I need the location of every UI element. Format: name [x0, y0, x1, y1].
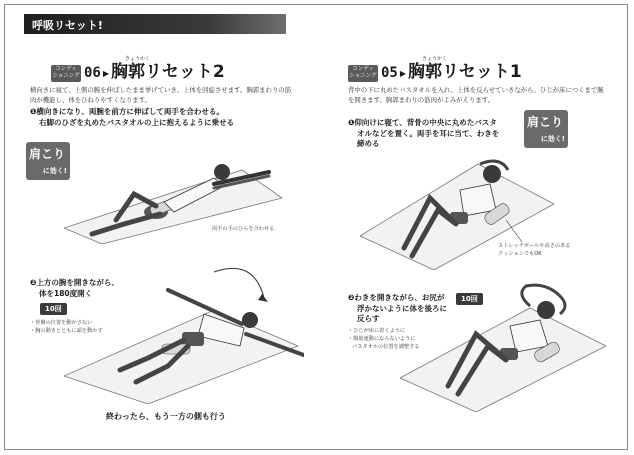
step-1-line-1: ❶横向きになり、両腕を前方に伸ばして両手を合わせる。	[30, 107, 224, 116]
note-palms: 両手の手のひらを合わせる	[212, 226, 275, 232]
section-title-row	[348, 56, 522, 82]
section-number: 05	[381, 65, 398, 81]
effect-sub: に効く!	[42, 167, 67, 175]
step-1-line-3: 締める	[357, 139, 380, 148]
intro-text: 背中の下に丸めたバスタオルを入れ、上体を反らせていきながら、ひじが床につくまで腕を開きます。胸郭まわりの筋肉がよみがえります。	[348, 86, 604, 104]
point-3: バスタオルの位置を調整する	[352, 344, 420, 350]
header-bar	[24, 14, 286, 34]
conditioning-badge: コンディ ショニング	[348, 65, 378, 82]
point-1: ・ひじが床に着くように	[348, 328, 406, 334]
header-title: 呼吸リセット!	[32, 19, 103, 32]
right-page	[340, 14, 610, 439]
step-1-line-2: オルなどを置く。両手を耳に当て、わきを	[357, 128, 500, 138]
step-2-line-1: ❷わきを開きながら、お尻が	[348, 293, 445, 302]
step-1-line-2: 右脚のひざを丸めたバスタオルの上に抱えるように乗せる	[39, 117, 234, 127]
rotation-illustration	[64, 254, 304, 404]
section-title-wrap	[111, 56, 225, 82]
effect-main: 肩こり	[29, 147, 66, 161]
arrow-icon: ▶	[102, 69, 110, 78]
effect-badge	[524, 110, 568, 148]
section-title-row	[51, 56, 225, 82]
point-2: ・腹筋運動にならないように	[348, 336, 416, 342]
note-alt-1: ストレッチポールや高さのある	[498, 243, 571, 249]
backbend-illustration	[400, 280, 606, 412]
section-number: 06	[84, 65, 101, 81]
step-2-line-2: 体を180度開く	[39, 288, 93, 298]
arrow-icon: ▶	[399, 69, 407, 78]
title-ruby: きょうかく	[125, 56, 151, 62]
intro-text: 横向きに寝て、上側の腕を伸ばしたまま挙げていき、上体を回旋させます。胸郭まわりの筋肉が機能し、体をひねりやすくなります。	[30, 86, 292, 104]
step-2-line-1: ❷上方の腕を開きながら、	[30, 278, 119, 287]
reps-badge: 10回	[40, 303, 67, 315]
step-1-line-1: ❶仰向けに寝て、背骨の中央に丸めたバスタ	[348, 118, 497, 127]
step-2-line-3: 反らす	[357, 314, 380, 323]
section-title: 胸郭リセット1	[408, 62, 522, 82]
effect-main: 肩こり	[527, 115, 564, 129]
left-page	[24, 14, 296, 439]
step-1	[30, 107, 298, 128]
step-1	[348, 118, 518, 150]
note-alt-2: クッションでもOK	[498, 251, 542, 257]
footer-instruction: 終わったら、もう一方の側も行う	[106, 412, 226, 421]
reps-badge: 10回	[456, 293, 483, 305]
conditioning-badge: コンディ ショニング	[51, 65, 81, 82]
section-title-wrap	[408, 56, 522, 82]
point-2: ・胸の動きとともに頭を動かす	[30, 328, 103, 334]
title-ruby: きょうかく	[422, 56, 448, 62]
step-2-line-2: 浮かないように体を後ろに	[357, 303, 447, 313]
effect-sub: に効く!	[540, 135, 565, 143]
point-1: ・骨盤の位置を動かさない	[30, 320, 93, 326]
section-title: 胸郭リセット2	[111, 62, 225, 82]
